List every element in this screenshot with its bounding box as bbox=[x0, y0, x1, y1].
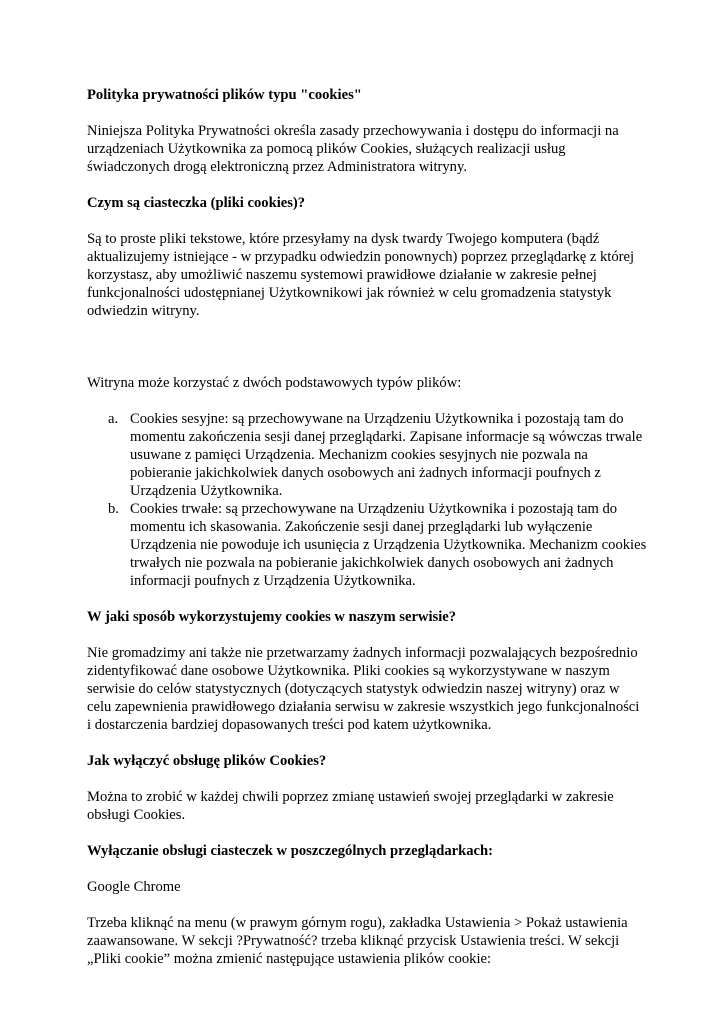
section-heading-how-we-use: W jaki sposób wykorzystujemy cookies w naszym serwisie? bbox=[87, 609, 457, 625]
types-intro-paragraph: Witryna może korzystać z dwóch podstawowych typów plików: bbox=[87, 375, 462, 391]
intro-paragraph: Niniejsza Polityka Prywatności określa zasady przechowywania i dostępu do informacji na urządzeniach Użytkownika za pomocą plików Cookies, służących realizacji usług świadczonych drogą elektroniczną przez Administratora witryny. bbox=[87, 123, 619, 175]
document-page bbox=[87, 86, 647, 986]
section-heading-what-are-cookies: Czym są ciasteczka (pliki cookies)? bbox=[87, 195, 306, 211]
list-item-text: Cookies trwałe: są przechowywane na Urządzeniu Użytkownika i pozostają tam do momentu ich skasowania. Zakończenie sesji danej przeglądarki lub wyłączenie Urządzenia nie powoduje ich usunięcia z Urządzenia Użytkownika. Mechanizm cookies trwałych nie pozwala na pobieranie jakichkolwiek danych osobowych ani żadnych informacji poufnych z Urządzenia Użytkownika. bbox=[130, 501, 647, 589]
browser-name: Google Chrome bbox=[87, 879, 181, 895]
section-body-how-we-use: Nie gromadzimy ani także nie przetwarzamy żadnych informacji pozwalających bezpośrednio zidentyfikować dane osobowe Użytkownika. Pliki cookies są wykorzystywane w naszym serwisie do celów statystycznych (dotyczących statystyk odwiedzin naszej witryny) oraz w celu zapewnienia prawidłowego działania serwisu w zakresie wszystkich jego funkcjonalności i dostarczenia bardziej dopasowanych treści pod katem użytkownika. bbox=[87, 645, 640, 733]
list-item bbox=[87, 500, 647, 590]
cookie-types-list bbox=[87, 410, 647, 590]
section-body-disable-cookies: Można to zrobić w każdej chwili poprzez zmianę ustawień swojej przeglądarki w zakresie obsługi Cookies. bbox=[87, 789, 614, 823]
blank-space bbox=[87, 338, 647, 374]
section-body-what-are-cookies: Są to proste pliki tekstowe, które przesyłamy na dysk twardy Twojego komputera (bądź aktualizujemy istniejące - w przypadku odwiedzin ponownych) poprzez przeglądarkę z której korzystasz, aby umożliwić naszemu systemowi prawidłowe działanie w zakresie pełnej funkcjonalności udostępnianej Użytkownikowi jak również w celu gromadzenia statystyk odwiedzin witryny. bbox=[87, 231, 635, 319]
section-body-chrome: Trzeba kliknąć na menu (w prawym górnym rogu), zakładka Ustawienia > Pokaż ustawienia zaawansowane. W sekcji ?Prywatność? trzeba kliknąć przycisk Ustawienia treści. W sekcji „Pliki cookie” można zmienić następujące ustawienia plików cookie: bbox=[87, 915, 628, 967]
list-item bbox=[87, 410, 647, 500]
list-item-text: Cookies sesyjne: są przechowywane na Urządzeniu Użytkownika i pozostają tam do momentu zakończenia sesji danej przeglądarki. Zapisane informacje są wówczas trwale usuwane z pamięci Urządzenia. Mechanizm cookies sesyjnych nie pozwala na pobieranie jakichkolwiek danych osobowych ani żadnych informacji poufnych z Urządzenia Użytkownika. bbox=[130, 411, 643, 499]
section-heading-disable-cookies: Jak wyłączyć obsługę plików Cookies? bbox=[87, 753, 327, 769]
list-marker: b. bbox=[108, 501, 119, 517]
document-title: Polityka prywatności plików typu "cookies" bbox=[87, 87, 362, 103]
list-marker: a. bbox=[108, 411, 119, 427]
section-heading-browsers: Wyłączanie obsługi ciasteczek w poszczególnych przeglądarkach: bbox=[87, 843, 494, 859]
